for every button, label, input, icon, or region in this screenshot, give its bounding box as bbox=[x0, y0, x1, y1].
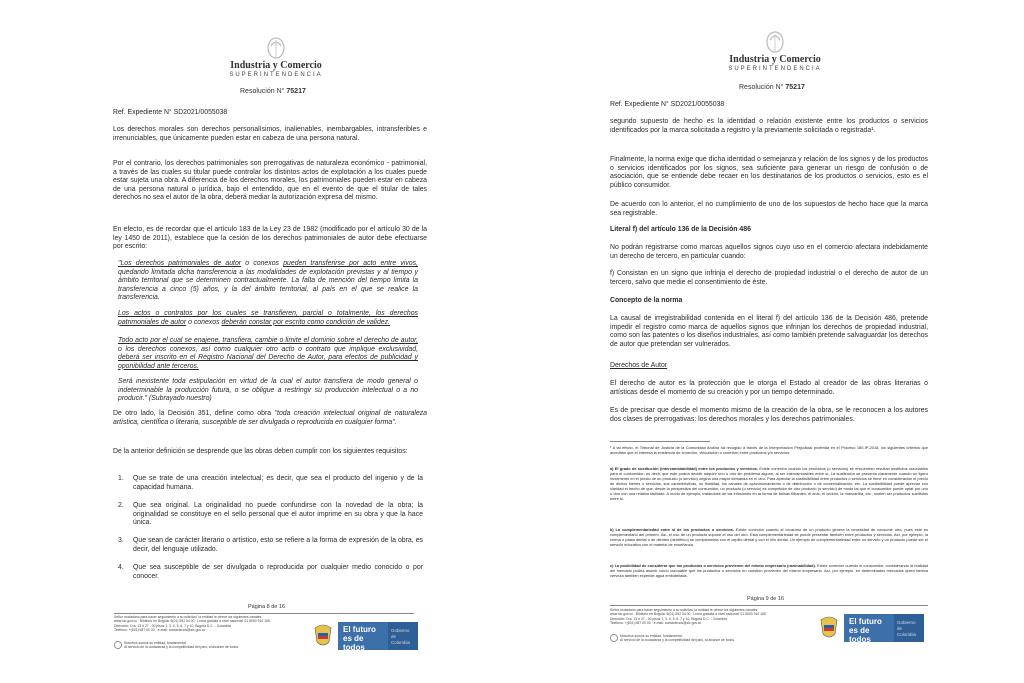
footnote bbox=[610, 527, 928, 547]
paragraph: Es de precisar que desde el momento mismo de la creación de la obra, se le reconocen a los autores dos clases de prerrogativas: los derechos morales y los derechos patrimoniales. bbox=[610, 407, 928, 423]
logo-name: Industria y Comercio bbox=[729, 54, 821, 65]
list-number: 2. bbox=[118, 502, 124, 509]
colombia-crest-icon bbox=[818, 614, 840, 640]
footer-line: www.sic.gov.co · Bildfono en Bogotá: 6(01) 592 04 00 · Línea gratuita a nivel nacional: 01 8000 910 165 bbox=[114, 619, 270, 624]
badge-text: Gobierno bbox=[391, 628, 410, 633]
footer-line: Señor ciudadano para hacer seguimiento a su solicitud, la entidad le ofrece los siguientes canales: bbox=[114, 615, 263, 619]
badge-text: El futuro bbox=[343, 625, 376, 634]
logo-sub: SUPERINTENDENCIA bbox=[728, 66, 822, 72]
paragraph: Los derechos morales son derechos personalísimos, inalienables, inembargables, intransferibles e irrenunciables, que únicamente pueden estar en cabeza de una persona natural. bbox=[113, 126, 427, 142]
resolution-number: 75217 bbox=[286, 88, 306, 95]
certification-icon bbox=[610, 634, 618, 642]
footer-line: Señor ciudadano para hacer seguimiento a su solicitud, la entidad le ofrece los siguientes canales: bbox=[610, 608, 759, 612]
badge-text: de Colombia bbox=[897, 626, 917, 637]
paragraph-text: De otro lado, la Decisión 351, define como obra bbox=[113, 410, 275, 417]
badge-text: es de todos bbox=[849, 626, 871, 644]
footnote-text: Existe conexión cuando el consumidor, considerando la realidad del mercado podría asumir como razonable que los productos o servicios en cuestión provienen del mismo empresario. Así, por ejemplo, en determinados mercados quien fabrica cerveza también expende agua embotellada. bbox=[610, 563, 928, 578]
footer-line: Nosotros somos su entidad, fundamental. bbox=[124, 641, 187, 645]
gobierno-badge bbox=[894, 614, 924, 642]
gobierno-badge bbox=[388, 622, 418, 650]
sic-logo bbox=[216, 34, 336, 79]
paragraph-text: "toda creación intelectual original de naturaleza artística, científica o literaria, susceptible de ser divulgada o reproducida en cualquier forma". bbox=[113, 410, 427, 426]
paragraph: El derecho de autor es la protección que le otorga el Estado al creador de las obras literarias o artísticas desde el momento de su creación y por un tiempo determinado. bbox=[610, 380, 928, 396]
footer-divider bbox=[610, 605, 928, 606]
page-number: Página 9 de 16 bbox=[747, 596, 785, 602]
resolution-label: Resolución N° bbox=[240, 88, 285, 95]
footer-line: www.sic.gov.co · Bildfono en Bogotá: 6(01) 592 04 00 · Línea gratuita a nivel nacional: 01 8000 910 165 bbox=[610, 612, 766, 617]
logo-name: Industria y Comercio bbox=[230, 60, 322, 71]
list-item: Que sean de carácter literario o artístico, esto se refiere a la forma de expresión de la obra, es decir, del lenguaje utilizado. bbox=[133, 537, 423, 553]
section-heading: Concepto de la norma bbox=[610, 297, 683, 304]
paragraph: En efecto, es de recordar que el artículo 183 de la Ley 23 de 1982 (modificado por el artículo 30 de la ley 1450 de 2011), establece que la cesión de los derechos patrimoniales de autor debe efectuarse por escrito: bbox=[113, 226, 427, 251]
page-number: Página 8 de 16 bbox=[248, 604, 286, 610]
paragraph: segundo supuesto de hecho es la identidad o relación existente entre los productos o servicios identificados por la marca solicitada a registro y la previamente solicitada o registrada¹. bbox=[610, 118, 928, 134]
paragraph: Finalmente, la norma exige que dicha identidad o semejanza y relación de los signos y de los productos o servicios identificados por los signos, sea suficiente para generar un riesgo de confusión o de asociación, que se entiende debe recaer en los destinatarios de los productos o servicios, esto es el público consumidor. bbox=[610, 156, 928, 189]
quote-text: o conexos bbox=[186, 318, 222, 326]
footer-contact bbox=[610, 608, 820, 626]
badge-text: es de todos bbox=[343, 634, 365, 652]
list-number: 1. bbox=[118, 475, 124, 482]
footnote-text: a) El grado de sustitución (intercambiabilidad) entre los productos y servicios. bbox=[610, 466, 758, 471]
list-item: Que sea original. La originalidad no puede confundirse con la novedad de la obra; la originalidad se constituye en el sello personal que el autor imprime en su obra y que la hace única. bbox=[133, 502, 423, 527]
footer-slogan bbox=[620, 634, 800, 643]
quote-text: o los derechos conexos, así como cualquier otro acto o contrato que implique exclusividad, bbox=[118, 345, 418, 353]
footnote-text: Existe conexión cuando los productos (o servicios) se encuentran resultan sustitutos razonables para el consumidor; es decir, que este podría decidir adquirir uno u otro sin problema alguno, al ser intercambiables entre sí. La sustitución se presenta claramente cuando un ligero incremento en el precio de un producto (o servicio) origina una mayor demanda en el otro. Para apreciar la sustituibilidad entre productos o servicios se tiene en consideración el precio de dichos bienes o servicios, sus características, su finalidad, los canales de aprovisionamiento o de distribución o de comercialización, etc. La sustituibilidad puede apreciar con claridad el hecho de que, desde la perspectiva del consumidor, un producto (o servicio) es competidor de otro producto (o servicio) de modo tal que el consumidor puede optar por uno u otro con una relativa facilidad. A modo de ejemplo, tratándose de las infusiones en la forma de bolsas filtrantes, el anís, el cedrón, la manzanilla, etc., suelen ser productos sustitutos entre sí. bbox=[610, 466, 928, 501]
list-item: Que se trate de una creación intelectual; es decir, que sea el producto del ingenio y de la capacidad humana. bbox=[133, 475, 423, 491]
section-heading: Derechos de Autor bbox=[610, 362, 668, 369]
quote-text: Todo acto por el cual se enajene, transfiera, cambie o limite el dominio sobre el derecho de autor, bbox=[118, 337, 418, 344]
logo-sub: SUPERINTENDENCIA bbox=[229, 72, 323, 78]
footer-line: Teléfono: +(601) 587 00 00 · e-mail: contactenos@sic.gov.co bbox=[610, 621, 702, 626]
quote-text: quedando limitada dicha transferencia a las modalidades de explotación previstas y al tiempo y ámbito territorial que se determinen contractualmente. La falta de mención del tiempo limita la transferencia a cinco (5) años, y la del ámbito territorial, al país en el que se realice la transferencia. bbox=[118, 268, 418, 302]
badge-text: El futuro bbox=[849, 617, 882, 626]
footer-divider bbox=[114, 613, 414, 614]
paragraph: f) Consistan en un signo que infrinja el derecho de propiedad industrial o el derecho de autor de un tercero, salvo que medie el consentimiento de éste. bbox=[610, 270, 928, 286]
paragraph: De la anterior definición se desprende que las obras deben cumplir con los siguientes requisitos: bbox=[113, 448, 408, 455]
footer-line: Dirección: Cra. 13 # 27 - 00 pisos 1, 3, 4, 5, 6, 7 y 10, Bogotá D.C. - Colombia bbox=[610, 616, 728, 621]
footnote-text: b) La complementariedad entre sí de los productos o servicios. bbox=[610, 527, 735, 532]
colombia-crest-icon bbox=[312, 622, 334, 648]
quote-block: Será inexistente toda estipulación en virtud de la cual el autor transfiera de modo general o indeterminable la producción futura, o se obligue a restringir su producción intelectual o a no producir." (Subrayado nuestro) bbox=[118, 378, 418, 403]
quote-block bbox=[118, 260, 418, 303]
quote-text: pueden transferirse por acto entre vivos, bbox=[283, 260, 418, 267]
quote-block bbox=[118, 337, 418, 371]
quote-text: deberá ser inscrito en el Registro Nacional del Derecho de Autor, para efectos de publicidad y oponibilidad ante terceros. bbox=[118, 354, 418, 370]
paragraph bbox=[113, 410, 427, 427]
quote-text: Los actos o contratos por los cuales se transfieren, parcial o totalmente, los derechos patrimoniales de autor bbox=[118, 310, 418, 326]
footer-line: Nosotros somos su entidad, fundamental. bbox=[620, 634, 683, 638]
footnote-divider bbox=[610, 441, 710, 442]
footer-line: Dirección: Cra. 13 # 27 - 00 pisos 1, 3, 4, 5, 6, 7 y 10, Bogotá D.C. - Colombia bbox=[114, 623, 232, 628]
footer-slogan bbox=[124, 641, 304, 650]
sic-emblem-icon bbox=[764, 28, 786, 54]
footnote-text: Existe conexión cuando el consumo de un producto genera la necesidad de consumir otro, pues este es complementario del primero. Así, el uso de un producto supone el uso del otro. Esta complementariedad se puede presentar también entre productos y servicios. Así, por ejemplo, la crema o pasta dental o de dientes (dentífrico) se complementa con el cepillo dental y con el hilo dental. Un ejemplo de complementariedad entre un servicio y un producto puede ser el servicio educativo con el material de enseñanza. bbox=[610, 527, 928, 547]
resolution-line bbox=[739, 84, 805, 91]
certification-icon bbox=[114, 641, 122, 649]
quote-text: "Los derechos patrimoniales de autor bbox=[118, 260, 242, 267]
section-heading: Literal f) del artículo 136 de la Decisión 486 bbox=[610, 226, 751, 233]
ref-expediente: Ref. Expediente N° SD2021/0055038 bbox=[610, 101, 725, 108]
resolution-number: 75217 bbox=[785, 84, 805, 91]
badge-text: de Colombia bbox=[391, 634, 411, 645]
paragraph: De acuerdo con lo anterior, el no cumplimiento de uno de los supuestos de hecho hace que la marca sea registrable. bbox=[610, 201, 928, 217]
footer-line: Teléfono: +(601) 587 00 00 · e-mail: contactenos@sic.gov.co bbox=[114, 628, 206, 633]
el-futuro-badge bbox=[844, 614, 894, 642]
quote-text: deberán constar por escrito como condición de validez. bbox=[221, 318, 390, 326]
paragraph: No podrán registrarse como marcas aquellos signos cuyo uso en el comercio afectara indebidamente un derecho de tercero, en particular cuando: bbox=[610, 244, 928, 260]
quote-block bbox=[118, 310, 418, 327]
paragraph: Por el contrario, los derechos patrimoniales son prerrogativas de naturaleza económico - patrimonial, a través de las cuales su titular puede controlar los distintos actos de explotación a los cuales puede estar sujeta una obra. A diferencia de los derechos morales, los patrimoniales pueden estar en cabeza de una persona natural o jurídica, bajo el entendido, que en el evento de que el titular de tales derechos no sea el autor de la obra, deberá mediar la autorización expresa del mismo. bbox=[113, 160, 427, 202]
resolution-label: Resolución N° bbox=[739, 84, 784, 91]
footnote: ¹ A tal efecto, el Tribunal de Justicia de la Comunidad Andina ha recogido a través de la Interpretación Prejudicial proferida en el Proceso 180-IP-2018, los siguientes criterios que acreditan que el interesa la existencia de conexión, vinculación o conexión entre productos y/o servicios: bbox=[610, 445, 928, 455]
el-futuro-badge bbox=[338, 622, 388, 650]
quote-text: o conexos bbox=[241, 260, 284, 267]
sic-logo bbox=[715, 28, 835, 73]
list-number: 3. bbox=[118, 537, 124, 544]
paragraph: La causal de irregistrabilidad contenida en el literal f) del artículo 136 de la Decisión 486, pretende impedir el registro como marca de aquellos signos que infrinjan los derechos de propiedad industrial, como son las patentes o los diseños industriales, así como también pretende salvaguardar los derechos de autor que pretendan ser vulnerados. bbox=[610, 315, 928, 348]
page-9 bbox=[512, 0, 1024, 683]
footnote bbox=[610, 563, 928, 578]
footnote bbox=[610, 466, 928, 501]
list-item: Que sea susceptible de ser divulgada o reproducida por cualquier medio conocido o por conocer. bbox=[133, 564, 423, 580]
sic-emblem-icon bbox=[265, 34, 287, 60]
ref-expediente: Ref. Expediente N° SD2021/0055038 bbox=[113, 109, 228, 116]
list-number: 4. bbox=[118, 564, 124, 571]
footer-contact bbox=[114, 615, 314, 633]
resolution-line bbox=[240, 88, 306, 95]
badge-text: Gobierno bbox=[897, 620, 916, 625]
footer-line: Al servicio de la ciudadanía y la competitividad del país, al alcance de todos. bbox=[620, 638, 735, 643]
footer-line: Al servicio de la ciudadanía y la competitividad del país, al alcance de todos. bbox=[124, 645, 239, 650]
footnote-text: c) La posibilidad de considerar que los productos o servicios provienen del mismo empresario (razonabilidad). bbox=[610, 563, 816, 568]
